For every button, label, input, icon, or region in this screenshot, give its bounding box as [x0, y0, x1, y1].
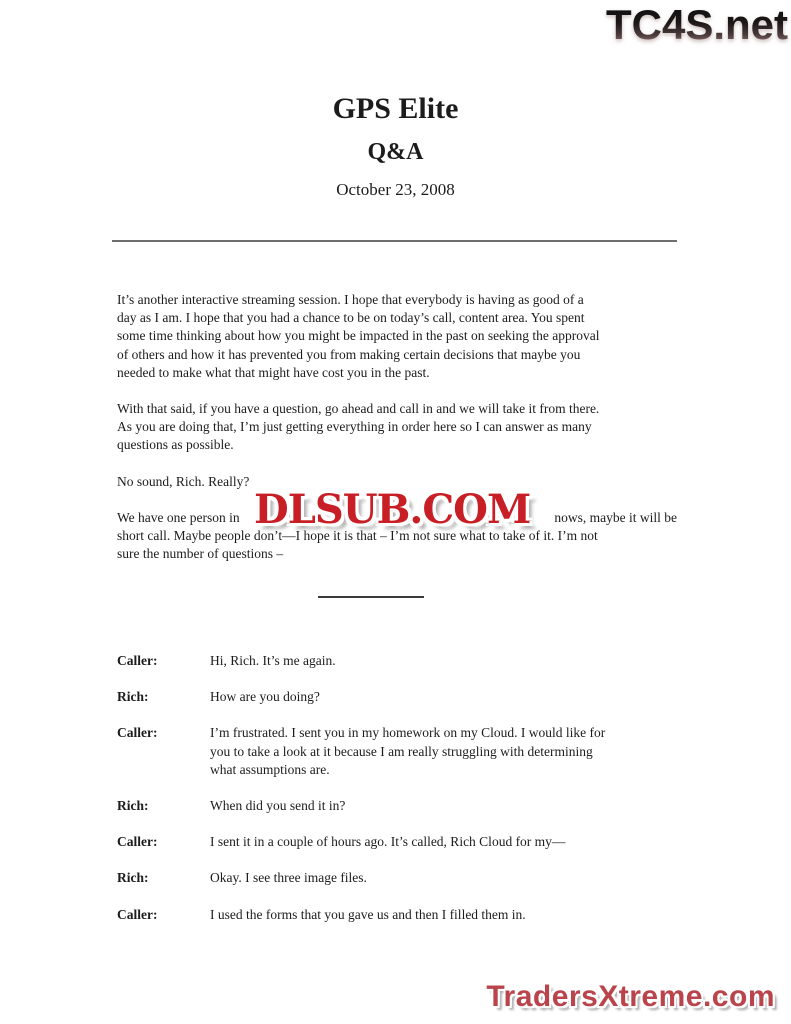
- tc4s-watermark: TC4S.net: [605, 1, 788, 48]
- speech-text: [210, 797, 677, 815]
- document-header: [0, 92, 791, 201]
- text-line: short call. Maybe people don’t—I hope it is that – I’m not sure what to take of it. I’m not: [117, 528, 598, 544]
- text-line-right-part: nows, maybe it will be: [554, 509, 677, 525]
- dialogue-entry: [117, 906, 677, 924]
- tradersxtreme-watermark: TradersXtreme.com: [486, 980, 775, 1013]
- text-line-left-part: We have one person in: [117, 509, 240, 525]
- text-line: of others and how it has prevented you from making certain decisions that maybe you: [117, 346, 581, 362]
- speaker-label: Caller:: [117, 653, 158, 668]
- text-line: Okay. I see three image files.: [210, 870, 367, 886]
- speaker-label: Caller:: [117, 834, 158, 850]
- document-date: October 23, 2008: [336, 180, 455, 199]
- speaker-label: Rich:: [117, 798, 149, 814]
- text-line: sure the number of questions –: [117, 546, 284, 562]
- speaker-label: Caller:: [117, 725, 158, 741]
- text-line: I used the forms that you gave us and then I filled them in.: [210, 906, 526, 922]
- body-text: [117, 291, 677, 581]
- dlsub-watermark: DLSUB.COM: [254, 486, 531, 533]
- speech-text: [210, 688, 677, 706]
- text-line: Hi, Rich. It’s me again.: [210, 653, 336, 668]
- dialogue-entry: [117, 688, 677, 706]
- dialogue-entry: [117, 833, 677, 851]
- page-subtitle: Q&A: [367, 139, 424, 165]
- text-line: As you are doing that, I’m just getting everything in order here so I can answer as many: [117, 419, 592, 435]
- horizontal-rule: [112, 240, 677, 242]
- text-line: you to take a look at it because I am really struggling with determining: [210, 743, 593, 759]
- speech-text: [210, 869, 677, 887]
- text-line: I sent it in a couple of hours ago. It’s called, Rich Cloud for my—: [210, 834, 566, 850]
- dialogue-entry: [117, 724, 677, 779]
- text-line: what assumptions are.: [210, 761, 330, 777]
- paragraph: [117, 291, 677, 382]
- text-line: When did you send it in?: [210, 798, 346, 814]
- speaker-label: Rich:: [117, 870, 149, 886]
- speech-text: [210, 833, 677, 851]
- text-line: I’m frustrated. I sent you in my homework on my Cloud. I would like for: [210, 725, 606, 741]
- text-line: It’s another interactive streaming session. I hope that everybody is having as good of a: [117, 292, 584, 307]
- speaker-label: Caller:: [117, 906, 158, 922]
- text-line: some time thinking about how you might be impacted in the past on seeking the approval: [117, 328, 600, 344]
- dialogue-entry: [117, 797, 677, 815]
- text-line: day as I am. I hope that you had a chance to be on today’s call, content area. You spent: [117, 310, 585, 326]
- speech-text: [210, 906, 677, 924]
- text-line: How are you doing?: [210, 689, 320, 705]
- text-line: With that said, if you have a question, go ahead and call in and we will take it from there.: [117, 401, 600, 417]
- dialogue-list: [117, 652, 677, 942]
- speaker-label: Rich:: [117, 689, 149, 705]
- dialogue-entry: [117, 869, 677, 887]
- dialogue-entry: [117, 652, 677, 670]
- speech-text: [210, 652, 677, 670]
- section-divider: [318, 596, 424, 598]
- text-line: No sound, Rich. Really?: [117, 473, 250, 489]
- text-line: questions as possible.: [117, 437, 234, 453]
- paragraph: [117, 400, 677, 455]
- text-line: needed to make what that might have cost you in the past.: [117, 364, 430, 380]
- page-title: GPS Elite: [332, 92, 459, 125]
- speech-text: [210, 724, 677, 779]
